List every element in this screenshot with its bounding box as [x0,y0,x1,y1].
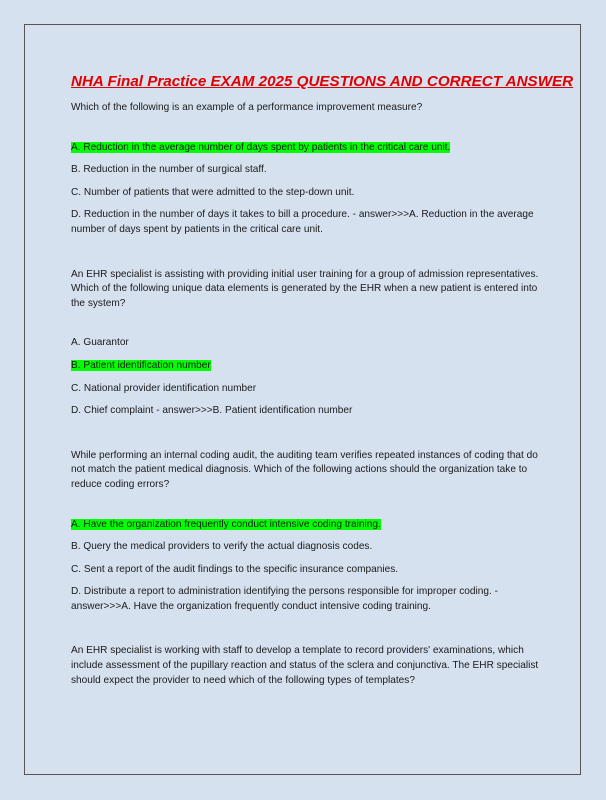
answer-option: B. Reduction in the number of surgical staff. [71,164,267,176]
question-block-4 [71,644,539,688]
document-title: NHA Final Practice EXAM 2025 QUESTIONS AND CORRECT ANSWER [71,73,574,90]
question-text: While performing an internal coding audit, the auditing team verifies repeated instances of coding that do not match the patient medical diagnosis. Which of the following actions should the organization take to reduce coding errors? [71,449,538,490]
answer-option: C. Sent a report of the audit findings to the specific insurance companies. [71,563,399,575]
question-text: An EHR specialist is working with staff to develop a template to record providers' examinations, which include assessment of the pupillary reaction and status of the sclera and conjunctiva. The EHR specialist should expect the provider to need which of the following types of templates? [71,645,539,686]
answer-option-with-key: D. Distribute a report to administration identifying the persons responsible for improper coding. - answer>>>A. Have the organization frequently conduct intensive coding training. [71,586,498,612]
answer-option: C. Number of patients that were admitted to the step-down unit. [71,186,355,198]
answer-option: B. Query the medical providers to verify the actual diagnosis codes. [71,541,373,553]
answer-highlight: B. Patient identification number [71,359,211,371]
question-block-1 [71,101,539,238]
question-text: Which of the following is an example of a performance improvement measure? [71,102,423,113]
answer-option-with-key: D. Chief complaint - answer>>>B. Patient identification number [71,405,353,417]
document-body [71,72,574,718]
answer-option-correct [71,518,539,533]
answer-option-with-key: D. Reduction in the number of days it takes to bill a procedure. - answer>>>A. Reduction in the average number of days spent by patients in the critical care unit. [71,209,534,235]
question-block-3 [71,449,539,615]
answer-highlight: A. Reduction in the average number of days spent by patients in the critical care unit. [71,141,451,153]
answer-option-correct [71,141,539,156]
answer-option: A. Guarantor [71,337,129,349]
question-block-2 [71,268,539,419]
question-text: An EHR specialist is assisting with providing initial user training for a group of admission representatives. Which of the following unique data elements is generated by the EHR when a new patient is entered into the system? [71,268,539,309]
answer-option: C. National provider identification number [71,382,257,394]
answer-option-correct [71,359,539,374]
answer-highlight: A. Have the organization frequently conduct intensive coding training. [71,518,381,530]
